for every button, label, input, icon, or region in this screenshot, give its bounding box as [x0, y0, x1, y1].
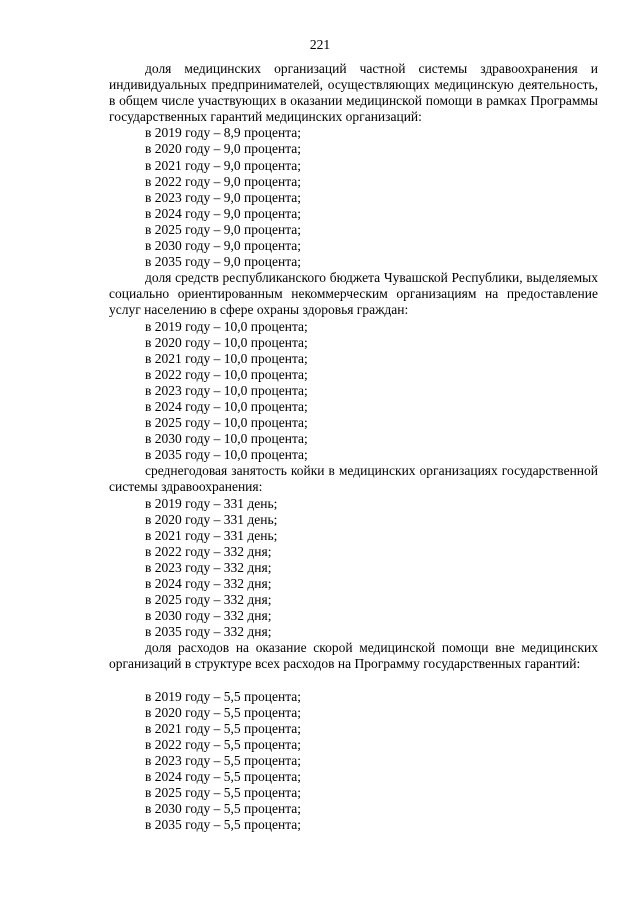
list-item: в 2024 году – 9,0 процента;: [145, 205, 302, 221]
list-item: в 2021 году – 331 день;: [145, 527, 278, 543]
list-item: в 2021 году – 10,0 процента;: [145, 350, 308, 366]
indicator-text: среднегодовая занятость койки в медицинских организациях государственной системы здравоохранения:: [109, 463, 598, 495]
indicator-values: [109, 125, 598, 270]
list-item: в 2025 году – 5,5 процента;: [145, 785, 302, 801]
list-item: в 2020 году – 5,5 процента;: [145, 704, 302, 720]
indicator-values: [109, 496, 598, 641]
list-item: в 2035 году – 332 дня;: [145, 624, 272, 640]
list-item: в 2023 году – 332 дня;: [145, 559, 272, 575]
list-item: в 2019 году – 10,0 процента;: [145, 318, 308, 334]
list-item: в 2020 году – 10,0 процента;: [145, 334, 308, 350]
list-item: в 2023 году – 10,0 процента;: [145, 382, 308, 398]
indicator-text: доля расходов на оказание скорой медицинской помощи вне медицинских организаций в структуре всех расходов на Программу государственных гарантий:: [109, 640, 598, 672]
list-item: в 2019 году – 5,5 процента;: [145, 688, 302, 704]
list-item: в 2019 году – 331 день;: [145, 495, 278, 511]
list-item: в 2021 году – 9,0 процента;: [145, 157, 302, 173]
page-number: 221: [309, 37, 331, 52]
indicator-text: доля медицинских организаций частной системы здравоохранения и индивидуальных предпринимателей, осуществляющих медицинскую деятельность, в общем числе участвующих в оказании медицинской помощи в рамках Программы государственных гарантий медицинских организаций:: [109, 61, 598, 125]
list-item: в 2025 году – 332 дня;: [145, 592, 272, 608]
document-body: [109, 61, 598, 833]
list-item: в 2022 году – 10,0 процента;: [145, 366, 308, 382]
indicator-text: доля средств республиканского бюджета Чувашской Республики, выделяемых социально ориентированным некоммерческим организациям на предоставление услуг населению в сфере охраны здоровья граждан:: [109, 270, 598, 318]
list-item: в 2024 году – 332 дня;: [145, 576, 272, 591]
list-item: в 2019 году – 8,9 процента;: [145, 125, 302, 141]
list-item: в 2023 году – 9,0 процента;: [145, 189, 302, 205]
list-item: в 2021 году – 5,5 процента;: [145, 720, 302, 736]
indicator-values: [109, 689, 598, 834]
list-item: в 2025 году – 9,0 процента;: [145, 221, 302, 237]
list-item: в 2020 году – 331 день;: [145, 511, 278, 527]
list-item: в 2035 году – 5,5 процента;: [145, 817, 302, 833]
list-item: в 2023 году – 5,5 процента;: [145, 752, 302, 768]
list-item: в 2025 году – 10,0 процента;: [145, 415, 308, 431]
list-item: в 2024 году – 10,0 процента;: [145, 398, 308, 414]
list-item: в 2020 году – 9,0 процента;: [145, 141, 302, 157]
list-item: в 2022 году – 5,5 процента;: [145, 736, 302, 752]
list-item: в 2024 году – 5,5 процента;: [145, 769, 302, 785]
list-item: в 2030 году – 332 дня;: [145, 608, 272, 624]
list-item: в 2035 году – 10,0 процента;: [145, 447, 308, 463]
list-item: в 2022 году – 9,0 процента;: [145, 173, 302, 189]
blank-line: [109, 673, 598, 689]
list-item: в 2030 году – 5,5 процента;: [145, 801, 302, 817]
list-item: в 2035 году – 9,0 процента;: [145, 254, 302, 270]
list-item: в 2030 году – 10,0 процента;: [145, 431, 308, 447]
indicator-values: [109, 319, 598, 464]
list-item: в 2030 году – 9,0 процента;: [145, 238, 302, 254]
list-item: в 2022 году – 332 дня;: [145, 543, 272, 559]
